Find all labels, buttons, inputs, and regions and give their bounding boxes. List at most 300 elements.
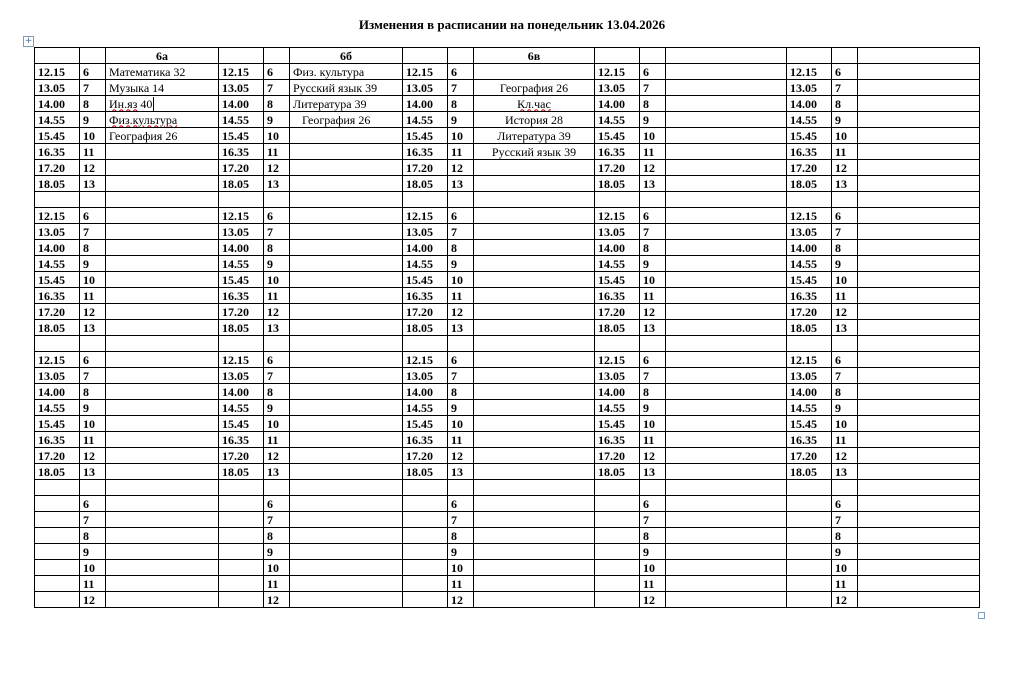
cell-5-subject[interactable]: [858, 192, 980, 208]
cell-4-time[interactable]: 17.20: [595, 304, 640, 320]
cell-6a-time[interactable]: 12.15: [35, 64, 80, 80]
cell-5-time[interactable]: 14.55: [787, 256, 832, 272]
cell-6b-time[interactable]: [219, 592, 264, 608]
cell-6a-time[interactable]: 16.35: [35, 432, 80, 448]
cell-6v-lesson-number[interactable]: 10: [448, 560, 474, 576]
cell-6a-subject[interactable]: [106, 192, 219, 208]
cell-6b-subject[interactable]: [290, 560, 403, 576]
cell-5-subject[interactable]: [858, 128, 980, 144]
cell-4-lesson-number[interactable]: 9: [640, 112, 666, 128]
cell-4-lesson-number[interactable]: 12: [640, 160, 666, 176]
cell-4-lesson-number[interactable]: 11: [640, 288, 666, 304]
cell-6b-lesson-number[interactable]: 11: [264, 576, 290, 592]
cell-6b-lesson-number[interactable]: 10: [264, 128, 290, 144]
cell-4-subject[interactable]: [666, 256, 787, 272]
cell-5-time[interactable]: 18.05: [787, 320, 832, 336]
cell-5-subject[interactable]: [858, 224, 980, 240]
cell-6a-lesson-number[interactable]: 9: [80, 112, 106, 128]
cell-6v-time[interactable]: [403, 592, 448, 608]
cell-6b-subject[interactable]: [290, 480, 403, 496]
cell-6b-time[interactable]: 17.20: [219, 160, 264, 176]
cell-6b-time[interactable]: [219, 544, 264, 560]
cell-4-subject[interactable]: [666, 336, 787, 352]
cell-6b-lesson-number[interactable]: 13: [264, 464, 290, 480]
cell-5-lesson-number[interactable]: 8: [832, 528, 858, 544]
cell-5-subject[interactable]: [858, 352, 980, 368]
header-cell[interactable]: 6в: [474, 48, 595, 64]
cell-6a-subject[interactable]: [106, 320, 219, 336]
header-cell[interactable]: [35, 48, 80, 64]
cell-6b-time[interactable]: 16.35: [219, 288, 264, 304]
cell-4-time[interactable]: 12.15: [595, 64, 640, 80]
cell-6a-time[interactable]: [35, 544, 80, 560]
cell-5-lesson-number[interactable]: 8: [832, 240, 858, 256]
cell-4-lesson-number[interactable]: 6: [640, 208, 666, 224]
cell-5-lesson-number[interactable]: 10: [832, 560, 858, 576]
cell-4-subject[interactable]: [666, 368, 787, 384]
cell-5-subject[interactable]: [858, 432, 980, 448]
cell-4-lesson-number[interactable]: 11: [640, 432, 666, 448]
cell-4-lesson-number[interactable]: 11: [640, 576, 666, 592]
cell-6v-lesson-number[interactable]: 13: [448, 176, 474, 192]
cell-4-subject[interactable]: [666, 560, 787, 576]
cell-6v-time[interactable]: 14.55: [403, 400, 448, 416]
cell-6v-subject[interactable]: [474, 240, 595, 256]
cell-6a-time[interactable]: 12.15: [35, 352, 80, 368]
cell-5-subject[interactable]: [858, 560, 980, 576]
cell-6v-subject[interactable]: [474, 320, 595, 336]
cell-4-time[interactable]: 16.35: [595, 432, 640, 448]
cell-4-subject[interactable]: [666, 128, 787, 144]
cell-5-time[interactable]: 14.55: [787, 112, 832, 128]
cell-6v-time[interactable]: [403, 544, 448, 560]
cell-6a-lesson-number[interactable]: 10: [80, 272, 106, 288]
cell-6b-subject[interactable]: [290, 272, 403, 288]
cell-6a-time[interactable]: 18.05: [35, 320, 80, 336]
cell-6a-subject[interactable]: [106, 512, 219, 528]
cell-6v-time[interactable]: 18.05: [403, 176, 448, 192]
cell-6a-time[interactable]: 13.05: [35, 368, 80, 384]
cell-6v-time[interactable]: 16.35: [403, 432, 448, 448]
cell-6b-time[interactable]: 18.05: [219, 176, 264, 192]
cell-5-subject[interactable]: [858, 512, 980, 528]
cell-6v-lesson-number[interactable]: 13: [448, 320, 474, 336]
cell-6b-time[interactable]: 15.45: [219, 416, 264, 432]
cell-6b-lesson-number[interactable]: 12: [264, 592, 290, 608]
cell-6a-time[interactable]: 12.15: [35, 208, 80, 224]
cell-6b-time[interactable]: 14.55: [219, 256, 264, 272]
cell-4-time[interactable]: 15.45: [595, 416, 640, 432]
cell-6b-subject[interactable]: [290, 432, 403, 448]
header-cell[interactable]: [219, 48, 264, 64]
cell-6v-lesson-number[interactable]: [448, 480, 474, 496]
cell-6b-time[interactable]: 13.05: [219, 368, 264, 384]
cell-6b-subject[interactable]: [290, 160, 403, 176]
cell-4-lesson-number[interactable]: 6: [640, 496, 666, 512]
cell-4-lesson-number[interactable]: 7: [640, 368, 666, 384]
cell-6b-lesson-number[interactable]: 10: [264, 560, 290, 576]
cell-4-time[interactable]: 12.15: [595, 352, 640, 368]
cell-6a-time[interactable]: 14.00: [35, 96, 80, 112]
cell-5-lesson-number[interactable]: 7: [832, 224, 858, 240]
cell-6a-subject[interactable]: Математика 32: [106, 64, 219, 80]
cell-5-lesson-number[interactable]: 13: [832, 176, 858, 192]
cell-6v-lesson-number[interactable]: 11: [448, 288, 474, 304]
cell-5-lesson-number[interactable]: 9: [832, 544, 858, 560]
cell-4-time[interactable]: [595, 496, 640, 512]
cell-6b-subject[interactable]: [290, 304, 403, 320]
cell-6a-subject[interactable]: [106, 528, 219, 544]
cell-4-time[interactable]: [595, 544, 640, 560]
cell-5-time[interactable]: 14.00: [787, 96, 832, 112]
cell-6v-subject[interactable]: [474, 448, 595, 464]
cell-5-lesson-number[interactable]: 7: [832, 368, 858, 384]
cell-5-subject[interactable]: [858, 576, 980, 592]
header-cell[interactable]: [787, 48, 832, 64]
cell-5-time[interactable]: 15.45: [787, 128, 832, 144]
cell-5-lesson-number[interactable]: 10: [832, 128, 858, 144]
cell-4-lesson-number[interactable]: 8: [640, 384, 666, 400]
cell-4-subject[interactable]: [666, 240, 787, 256]
cell-6a-lesson-number[interactable]: 13: [80, 464, 106, 480]
cell-6a-time[interactable]: 15.45: [35, 416, 80, 432]
cell-4-lesson-number[interactable]: 13: [640, 464, 666, 480]
cell-5-lesson-number[interactable]: 6: [832, 208, 858, 224]
cell-6a-subject[interactable]: [106, 288, 219, 304]
cell-5-lesson-number[interactable]: 9: [832, 400, 858, 416]
cell-6v-lesson-number[interactable]: 9: [448, 256, 474, 272]
cell-6v-time[interactable]: 12.15: [403, 208, 448, 224]
cell-5-subject[interactable]: [858, 320, 980, 336]
cell-6b-subject[interactable]: [290, 496, 403, 512]
cell-6v-time[interactable]: 14.55: [403, 256, 448, 272]
cell-6v-subject[interactable]: [474, 544, 595, 560]
cell-6a-lesson-number[interactable]: 10: [80, 416, 106, 432]
cell-6v-lesson-number[interactable]: 12: [448, 160, 474, 176]
cell-6a-lesson-number[interactable]: [80, 480, 106, 496]
cell-5-lesson-number[interactable]: 6: [832, 496, 858, 512]
cell-6a-lesson-number[interactable]: 11: [80, 576, 106, 592]
cell-4-time[interactable]: 16.35: [595, 144, 640, 160]
cell-6b-lesson-number[interactable]: 7: [264, 512, 290, 528]
cell-5-time[interactable]: [787, 192, 832, 208]
cell-6b-subject[interactable]: [290, 224, 403, 240]
cell-6a-subject[interactable]: Физ.культура: [106, 112, 219, 128]
cell-6v-time[interactable]: 13.05: [403, 224, 448, 240]
cell-6b-subject[interactable]: [290, 320, 403, 336]
cell-6v-subject[interactable]: Русский язык 39: [474, 144, 595, 160]
cell-6v-lesson-number[interactable]: [448, 336, 474, 352]
cell-5-subject[interactable]: [858, 144, 980, 160]
cell-6b-time[interactable]: 15.45: [219, 128, 264, 144]
cell-4-time[interactable]: 17.20: [595, 448, 640, 464]
cell-6v-subject[interactable]: [474, 576, 595, 592]
cell-4-subject[interactable]: [666, 112, 787, 128]
cell-4-subject[interactable]: [666, 352, 787, 368]
cell-5-lesson-number[interactable]: 12: [832, 448, 858, 464]
cell-6b-subject[interactable]: [290, 448, 403, 464]
cell-6v-time[interactable]: 16.35: [403, 144, 448, 160]
cell-4-lesson-number[interactable]: 9: [640, 400, 666, 416]
cell-6v-time[interactable]: 14.00: [403, 96, 448, 112]
cell-4-time[interactable]: [595, 576, 640, 592]
cell-5-subject[interactable]: [858, 416, 980, 432]
cell-5-subject[interactable]: [858, 464, 980, 480]
cell-5-lesson-number[interactable]: 8: [832, 384, 858, 400]
cell-4-lesson-number[interactable]: 7: [640, 80, 666, 96]
cell-6v-subject[interactable]: Кл.час: [474, 96, 595, 112]
cell-6v-lesson-number[interactable]: 7: [448, 512, 474, 528]
cell-6b-time[interactable]: 16.35: [219, 432, 264, 448]
cell-5-lesson-number[interactable]: 6: [832, 64, 858, 80]
cell-4-subject[interactable]: [666, 64, 787, 80]
header-cell[interactable]: [403, 48, 448, 64]
cell-6v-lesson-number[interactable]: 8: [448, 384, 474, 400]
cell-4-time[interactable]: 14.55: [595, 400, 640, 416]
cell-6b-lesson-number[interactable]: 13: [264, 320, 290, 336]
cell-4-subject[interactable]: [666, 80, 787, 96]
cell-4-lesson-number[interactable]: 8: [640, 240, 666, 256]
cell-6v-subject[interactable]: [474, 512, 595, 528]
cell-6v-lesson-number[interactable]: 8: [448, 240, 474, 256]
cell-4-subject[interactable]: [666, 160, 787, 176]
cell-6v-lesson-number[interactable]: 9: [448, 112, 474, 128]
cell-6v-time[interactable]: 13.05: [403, 80, 448, 96]
cell-6b-lesson-number[interactable]: 6: [264, 352, 290, 368]
header-cell[interactable]: [832, 48, 858, 64]
cell-6a-lesson-number[interactable]: 7: [80, 512, 106, 528]
cell-6b-lesson-number[interactable]: 6: [264, 64, 290, 80]
cell-5-lesson-number[interactable]: 10: [832, 416, 858, 432]
cell-5-lesson-number[interactable]: 9: [832, 256, 858, 272]
cell-6b-lesson-number[interactable]: 11: [264, 288, 290, 304]
cell-4-subject[interactable]: [666, 544, 787, 560]
cell-6a-time[interactable]: [35, 576, 80, 592]
cell-5-subject[interactable]: [858, 208, 980, 224]
cell-6a-subject[interactable]: [106, 576, 219, 592]
cell-5-time[interactable]: [787, 528, 832, 544]
header-cell[interactable]: 6а: [106, 48, 219, 64]
cell-6v-subject[interactable]: [474, 368, 595, 384]
cell-4-time[interactable]: 14.00: [595, 384, 640, 400]
cell-6b-subject[interactable]: [290, 576, 403, 592]
cell-5-time[interactable]: 17.20: [787, 304, 832, 320]
cell-6a-lesson-number[interactable]: 10: [80, 560, 106, 576]
header-cell[interactable]: 6б: [290, 48, 403, 64]
cell-5-time[interactable]: 13.05: [787, 224, 832, 240]
cell-5-subject[interactable]: [858, 480, 980, 496]
cell-5-time[interactable]: 13.05: [787, 368, 832, 384]
cell-4-subject[interactable]: [666, 96, 787, 112]
cell-5-lesson-number[interactable]: 7: [832, 80, 858, 96]
cell-4-lesson-number[interactable]: 13: [640, 176, 666, 192]
cell-6v-time[interactable]: [403, 336, 448, 352]
cell-5-subject[interactable]: [858, 160, 980, 176]
cell-6v-subject[interactable]: [474, 416, 595, 432]
cell-5-time[interactable]: [787, 480, 832, 496]
header-cell[interactable]: [640, 48, 666, 64]
cell-6a-lesson-number[interactable]: 12: [80, 592, 106, 608]
cell-6a-time[interactable]: 14.55: [35, 112, 80, 128]
cell-6b-time[interactable]: 12.15: [219, 64, 264, 80]
cell-5-subject[interactable]: [858, 304, 980, 320]
cell-6b-lesson-number[interactable]: 12: [264, 304, 290, 320]
cell-6v-subject[interactable]: [474, 208, 595, 224]
cell-5-lesson-number[interactable]: 9: [832, 112, 858, 128]
cell-4-subject[interactable]: [666, 192, 787, 208]
cell-5-time[interactable]: 13.05: [787, 80, 832, 96]
cell-5-subject[interactable]: [858, 272, 980, 288]
cell-5-lesson-number[interactable]: 12: [832, 160, 858, 176]
cell-6v-time[interactable]: 17.20: [403, 160, 448, 176]
cell-6v-time[interactable]: [403, 192, 448, 208]
cell-4-time[interactable]: 14.55: [595, 112, 640, 128]
cell-5-lesson-number[interactable]: 10: [832, 272, 858, 288]
cell-6b-subject[interactable]: [290, 400, 403, 416]
cell-6v-subject[interactable]: [474, 176, 595, 192]
cell-6a-subject[interactable]: [106, 240, 219, 256]
cell-6a-time[interactable]: 17.20: [35, 160, 80, 176]
cell-5-time[interactable]: [787, 544, 832, 560]
cell-6b-subject[interactable]: [290, 192, 403, 208]
cell-6b-time[interactable]: 16.35: [219, 144, 264, 160]
cell-5-time[interactable]: 18.05: [787, 176, 832, 192]
cell-6b-time[interactable]: [219, 528, 264, 544]
cell-6v-lesson-number[interactable]: 6: [448, 64, 474, 80]
cell-4-time[interactable]: 15.45: [595, 272, 640, 288]
cell-6v-time[interactable]: [403, 528, 448, 544]
cell-6b-lesson-number[interactable]: 13: [264, 176, 290, 192]
cell-4-lesson-number[interactable]: 11: [640, 144, 666, 160]
cell-5-lesson-number[interactable]: 12: [832, 304, 858, 320]
cell-4-subject[interactable]: [666, 432, 787, 448]
cell-6a-subject[interactable]: [106, 144, 219, 160]
cell-4-subject[interactable]: [666, 224, 787, 240]
cell-6b-time[interactable]: 13.05: [219, 224, 264, 240]
cell-5-subject[interactable]: [858, 176, 980, 192]
cell-5-time[interactable]: 14.00: [787, 384, 832, 400]
cell-5-subject[interactable]: [858, 528, 980, 544]
cell-6v-time[interactable]: [403, 496, 448, 512]
cell-6v-subject[interactable]: [474, 304, 595, 320]
cell-6b-subject[interactable]: [290, 512, 403, 528]
cell-6b-time[interactable]: 14.55: [219, 112, 264, 128]
cell-5-time[interactable]: 17.20: [787, 160, 832, 176]
cell-6a-time[interactable]: [35, 512, 80, 528]
cell-5-subject[interactable]: [858, 400, 980, 416]
cell-4-time[interactable]: 16.35: [595, 288, 640, 304]
cell-6b-lesson-number[interactable]: 9: [264, 400, 290, 416]
cell-4-lesson-number[interactable]: 10: [640, 416, 666, 432]
cell-6a-lesson-number[interactable]: 12: [80, 160, 106, 176]
cell-5-time[interactable]: [787, 496, 832, 512]
cell-4-time[interactable]: 13.05: [595, 368, 640, 384]
cell-6a-subject[interactable]: Музыка 14: [106, 80, 219, 96]
cell-4-lesson-number[interactable]: [640, 192, 666, 208]
cell-6v-subject[interactable]: Литература 39: [474, 128, 595, 144]
cell-6v-lesson-number[interactable]: 7: [448, 368, 474, 384]
cell-6a-subject[interactable]: [106, 432, 219, 448]
cell-6b-subject[interactable]: Физ. культура: [290, 64, 403, 80]
cell-6v-lesson-number[interactable]: 10: [448, 416, 474, 432]
cell-4-lesson-number[interactable]: 8: [640, 528, 666, 544]
cell-6v-lesson-number[interactable]: 11: [448, 576, 474, 592]
cell-6a-subject[interactable]: [106, 368, 219, 384]
cell-6b-time[interactable]: 17.20: [219, 304, 264, 320]
cell-6v-time[interactable]: 18.05: [403, 464, 448, 480]
cell-6v-subject[interactable]: [474, 400, 595, 416]
cell-6b-time[interactable]: [219, 496, 264, 512]
cell-6a-lesson-number[interactable]: [80, 192, 106, 208]
cell-6v-subject[interactable]: [474, 336, 595, 352]
cell-4-subject[interactable]: [666, 592, 787, 608]
cell-6a-lesson-number[interactable]: 13: [80, 176, 106, 192]
cell-4-time[interactable]: [595, 192, 640, 208]
cell-6b-lesson-number[interactable]: 11: [264, 432, 290, 448]
cell-5-subject[interactable]: [858, 336, 980, 352]
cell-6v-time[interactable]: [403, 480, 448, 496]
cell-5-lesson-number[interactable]: 11: [832, 432, 858, 448]
cell-4-time[interactable]: 13.05: [595, 224, 640, 240]
cell-6a-lesson-number[interactable]: 8: [80, 384, 106, 400]
cell-4-lesson-number[interactable]: [640, 480, 666, 496]
table-resize-handle-icon[interactable]: [978, 612, 985, 619]
cell-6b-time[interactable]: 12.15: [219, 352, 264, 368]
cell-6v-time[interactable]: 15.45: [403, 416, 448, 432]
cell-6a-lesson-number[interactable]: 13: [80, 320, 106, 336]
cell-6v-subject[interactable]: [474, 224, 595, 240]
cell-6b-lesson-number[interactable]: 9: [264, 256, 290, 272]
cell-6v-subject[interactable]: [474, 192, 595, 208]
cell-6a-lesson-number[interactable]: 10: [80, 128, 106, 144]
cell-6v-lesson-number[interactable]: 7: [448, 224, 474, 240]
cell-6b-subject[interactable]: [290, 144, 403, 160]
cell-6a-lesson-number[interactable]: 8: [80, 240, 106, 256]
cell-6b-subject[interactable]: [290, 352, 403, 368]
cell-6a-lesson-number[interactable]: 8: [80, 96, 106, 112]
cell-6v-time[interactable]: 14.00: [403, 240, 448, 256]
cell-6a-time[interactable]: 17.20: [35, 448, 80, 464]
cell-6v-time[interactable]: 18.05: [403, 320, 448, 336]
cell-6v-subject[interactable]: [474, 592, 595, 608]
cell-4-time[interactable]: [595, 560, 640, 576]
cell-6v-subject[interactable]: [474, 288, 595, 304]
cell-6b-subject[interactable]: [290, 592, 403, 608]
cell-6a-subject[interactable]: [106, 464, 219, 480]
cell-4-subject[interactable]: [666, 576, 787, 592]
cell-4-time[interactable]: [595, 336, 640, 352]
cell-6b-subject[interactable]: [290, 464, 403, 480]
cell-6v-lesson-number[interactable]: 12: [448, 592, 474, 608]
cell-6a-time[interactable]: 17.20: [35, 304, 80, 320]
cell-6a-time[interactable]: 15.45: [35, 272, 80, 288]
cell-6a-subject[interactable]: [106, 544, 219, 560]
cell-5-subject[interactable]: [858, 256, 980, 272]
cell-5-time[interactable]: 16.35: [787, 144, 832, 160]
cell-6a-subject[interactable]: Ин.яз 40: [106, 96, 219, 112]
cell-4-subject[interactable]: [666, 496, 787, 512]
cell-6a-lesson-number[interactable]: 12: [80, 304, 106, 320]
cell-6a-subject[interactable]: [106, 352, 219, 368]
cell-6a-subject[interactable]: [106, 400, 219, 416]
cell-6b-lesson-number[interactable]: 11: [264, 144, 290, 160]
cell-6b-time[interactable]: 15.45: [219, 272, 264, 288]
cell-5-time[interactable]: 17.20: [787, 448, 832, 464]
cell-6a-subject[interactable]: [106, 592, 219, 608]
cell-6a-subject[interactable]: [106, 176, 219, 192]
cell-4-lesson-number[interactable]: 13: [640, 320, 666, 336]
cell-5-lesson-number[interactable]: 11: [832, 288, 858, 304]
